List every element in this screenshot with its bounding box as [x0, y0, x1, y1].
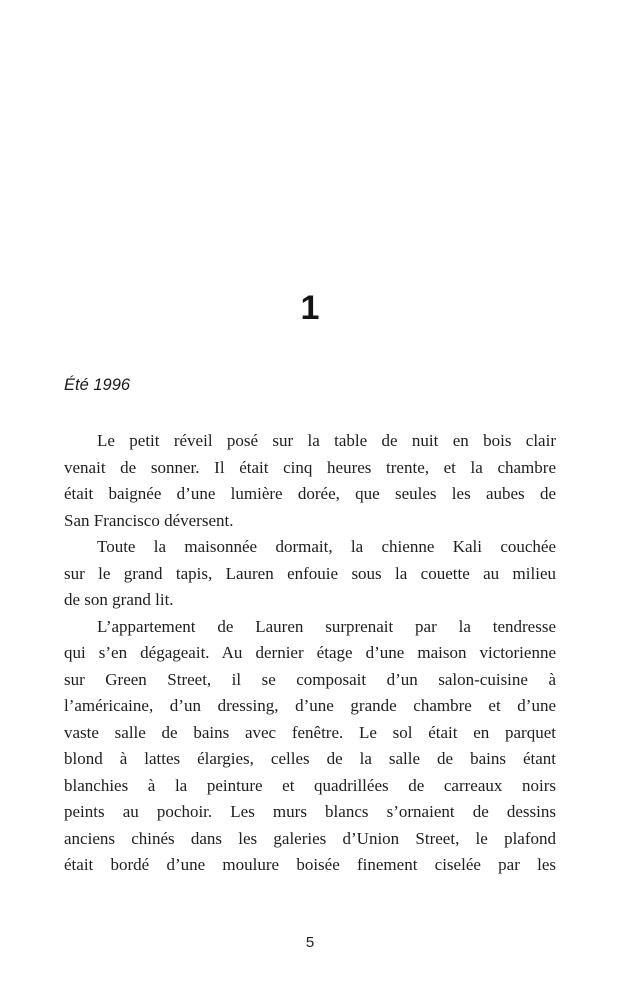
date-heading: Été 1996: [64, 376, 131, 394]
text-line: venait de sonner. Il était cinq heures trente, et la chambre: [64, 457, 556, 477]
text-line: sur Green Street, il se composait d’un salon-cuisine à: [64, 669, 556, 689]
text-line: L’appartement de Lauren surprenait par la tendresse: [97, 616, 556, 636]
text-line: était baignée d’une lumière dorée, que seules les aubes de: [64, 484, 556, 503]
text-line: Le petit réveil posé sur la table de nuit en bois clair: [97, 431, 556, 450]
text-line: blanchies à la peinture et quadrillées de carreaux noirs: [64, 775, 556, 795]
text-line: l’américaine, d’un dressing, d’une grande chambre et d’une: [64, 696, 556, 715]
body-text: [64, 428, 556, 879]
text-line: sur le grand tapis, Lauren enfouie sous la couette au milieu: [64, 563, 556, 583]
text-line: Toute la maisonnée dormait, la chienne Kali couchée: [97, 537, 556, 556]
text-line: blond à lattes élargies, celles de la salle de bains étant: [64, 749, 556, 768]
text-line: était bordé d’une moulure boisée finement ciselée par les: [64, 855, 556, 874]
chapter-number: 1: [300, 289, 320, 327]
text-line: anciens chinés dans les galeries d’Union Street, le plafond: [64, 828, 556, 848]
text-line: qui s’en dégageait. Au dernier étage d’une maison victorienne: [64, 643, 556, 662]
page-number: 5: [305, 934, 315, 951]
text-line: peints au pochoir. Les murs blancs s’ornaient de dessins: [64, 802, 556, 821]
text-line: San Francisco déversent.: [64, 510, 234, 530]
text-line: de son grand lit.: [64, 590, 174, 609]
text-line: vaste salle de bains avec fenêtre. Le sol était en parquet: [64, 722, 556, 742]
